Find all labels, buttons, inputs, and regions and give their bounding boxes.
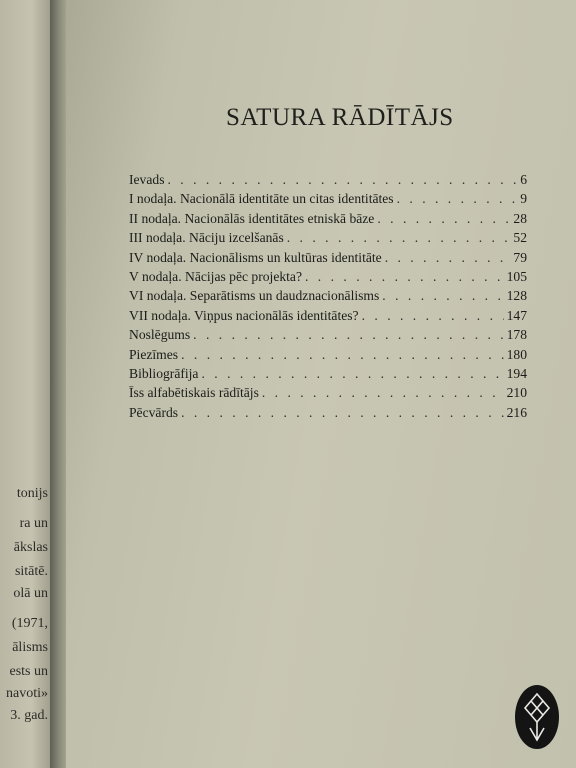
toc-leader-dots	[287, 230, 511, 246]
left-facing-page	[0, 0, 52, 768]
toc-entry-title: I nodaļa. Nacionālā identitāte un citas identitātes	[129, 191, 394, 207]
left-page-text: (1971,	[11, 616, 48, 631]
left-page-text: ra un	[19, 516, 48, 531]
toc-entry	[129, 347, 527, 366]
toc-entry	[129, 269, 527, 288]
toc-leader-dots	[181, 405, 504, 421]
toc-entry-title: Ievads	[129, 172, 165, 187]
toc-leader-dots	[397, 191, 518, 207]
toc-leader-dots	[167, 172, 517, 188]
toc-entry-page: 194	[506, 365, 527, 381]
toc-entry-page: 9	[520, 191, 527, 207]
toc-entry	[129, 211, 527, 230]
left-page-text: ālisms	[12, 640, 48, 655]
table-of-contents	[129, 172, 527, 424]
toc-leader-dots	[262, 385, 504, 401]
toc-entry-title: V nodaļa. Nācijas pēc projekta?	[129, 268, 302, 284]
toc-entry-title: II nodaļa. Nacionālās identitātes etniskā bāze	[129, 210, 375, 226]
toc-entry-title: Noslēgums	[129, 327, 191, 343]
toc-leader-dots	[201, 366, 503, 382]
toc-leader-dots	[362, 308, 504, 324]
toc-entry-page: 52	[513, 230, 527, 246]
left-page-text: tonijs	[16, 486, 48, 501]
page-title: SATURA RĀDĪTĀJS	[226, 104, 454, 131]
toc-leader-dots	[382, 288, 503, 304]
toc-entry-page: 6	[520, 172, 527, 187]
left-page-text: sitātē.	[14, 564, 48, 579]
toc-leader-dots	[377, 211, 510, 227]
left-page-text: olā un	[13, 586, 48, 601]
toc-entry-title: VI nodaļa. Separātisms un daudznacionālisms	[129, 288, 380, 304]
toc-leader-dots	[193, 327, 503, 343]
toc-leader-dots	[181, 347, 504, 363]
toc-entry-page: 128	[506, 288, 527, 304]
toc-entry	[129, 385, 527, 404]
toc-entry	[129, 172, 527, 191]
toc-leader-dots	[385, 250, 511, 266]
toc-entry	[129, 405, 527, 424]
toc-entry-page: 178	[506, 327, 527, 343]
watermark-logo-icon	[514, 684, 560, 750]
toc-entry-title: III nodaļa. Nāciju izcelšanās	[129, 230, 284, 246]
toc-entry-title: Pēcvārds	[129, 404, 179, 420]
toc-entry-page: 210	[506, 385, 527, 401]
toc-entry	[129, 191, 527, 210]
toc-entry-page: 147	[506, 307, 527, 323]
left-page-text: ests un	[9, 664, 48, 679]
toc-entry-page: 180	[506, 346, 527, 362]
toc-entry-page: 79	[513, 249, 527, 265]
toc-entry-title: Īss alfabētiskais rādītājs	[129, 385, 259, 401]
toc-entry	[129, 230, 527, 249]
toc-entry	[129, 288, 527, 307]
toc-leader-dots	[305, 269, 504, 285]
left-page-text: 3. gad.	[10, 708, 48, 723]
toc-entry	[129, 327, 527, 346]
toc-entry-page: 105	[506, 268, 527, 284]
toc-entry-page: 216	[506, 404, 527, 420]
toc-entry-title: Piezīmes	[129, 346, 179, 362]
toc-entry	[129, 250, 527, 269]
toc-entry	[129, 366, 527, 385]
toc-entry-title: Bibliogrāfija	[129, 365, 199, 381]
toc-entry-page: 28	[513, 210, 527, 226]
toc-entry-title: IV nodaļa. Nacionālisms un kultūras identitāte	[129, 249, 382, 265]
left-page-text: ākslas	[13, 540, 48, 555]
toc-entry-title: VII nodaļa. Viņpus nacionālās identitātes?	[129, 307, 359, 323]
left-page-text: navoti»	[6, 686, 48, 701]
toc-entry	[129, 308, 527, 327]
